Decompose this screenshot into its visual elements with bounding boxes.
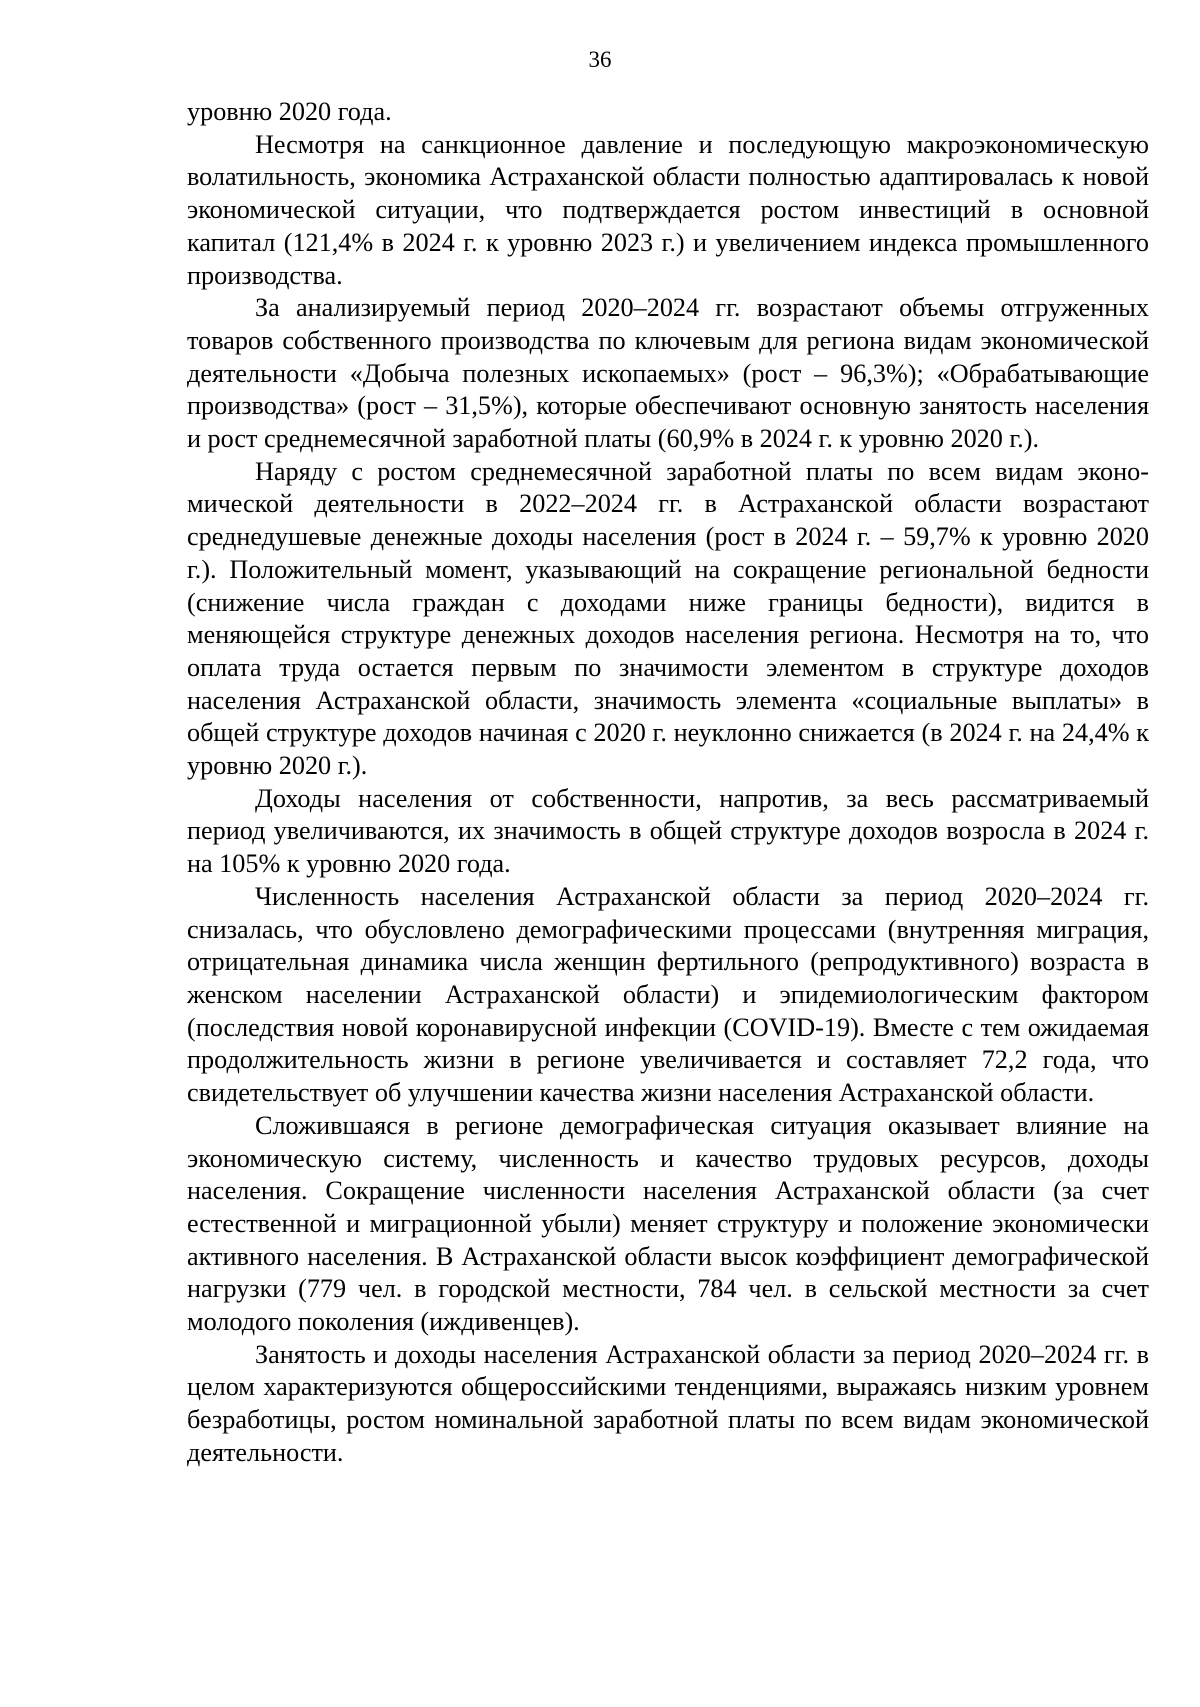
paragraph-population: Численность населения Астраханской области за период 2020–2024 гг. снизалась, что обусловлено демографическими процессами (внутренняя миграция, отрицательная динамика числа женщин фертильного (репродуктивного) возраста в женском населении Астраханской области) и эпидемиологическим фактором (последствия новой коронавирусной инфекции (COVID-19). Вместе с тем ожидаемая продолжительность жизни в регионе увеличивается и составляет 72,2 года, что свидетельствует об улучшении качества жизни населения Астраханской области.: [187, 881, 1149, 1108]
paragraph-income-growth: Наряду с ростом среднемесячной заработной платы по всем видам экономической деятельности в 2022–2024 гг. в Астраханской области возрастают среднедушевые денежные доходы населения (рост в 2024 г. – 59,7% к уровню 2020 г.). Положительный момент, указывающий на сокращение региональной бедности (снижение числа граждан с доходами ниже границы бедности), видится в меняющейся структуре денежных доходов населения региона. Несмотря на то, что оплата труда остается первым по значимости элементом в структуре доходов населения Астраханской области, значимость элемента «социальные выплаты» в общей структуре доходов начиная с 2020 г. неуклонно снижается (в 2024 г. на 24,4% к уровню 2020 г.).: [187, 456, 1149, 781]
paragraph-property-income: Доходы населения от собственности, напротив, за весь рассматриваемый период увеличиваются, их значимость в общей структуре доходов возросла в 2024 г. на 105% к уровню 2020 года.: [187, 783, 1149, 879]
paragraph-shipped-goods: За анализируемый период 2020–2024 гг. возрастают объемы отгруженных товаров собственного производства по ключевым для региона видам экономической деятельности «Добыча полезных ископаемых» (рост – 96,3%); «Обрабатывающие производства» (рост – 31,5%), которые обеспечивают основную занятость населения и рост среднемесячной заработной платы (60,9% в 2024 г. к уровню 2020 г.).: [187, 293, 1149, 454]
paragraph-demographic-situation: Сложившаяся в регионе демографическая ситуация оказывает влияние на экономическую систему, численность и качество трудовых ресурсов, доходы населения. Сокращение численности населения Астраханской области (за счет естественной и миграционной убыли) меняет структуру и положение экономически активного населения. В Астраханской области высок коэффициент демографической нагрузки (779 чел. в городской местности, 784 чел. в сельской местности за счет молодого поколения (иждивенцев).: [187, 1110, 1149, 1337]
document-body: [187, 96, 1149, 1470]
paragraph-sanctions-adaptation: Несмотря на санкционное давление и последующую макроэкономическую волатильность, экономика Астраханской области полностью адаптировалась к новой экономической ситуации, что подтверждается ростом инвестиций в основной капитал (121,4% в 2024 г. к уровню 2023 г.) и увеличением индекса промышленного производства.: [187, 129, 1149, 290]
paragraph-employment: Занятость и доходы населения Астраханской области за период 2020–2024 гг. в целом характеризуются общероссийскими тенденциями, выражаясь низким уровнем безработицы, ростом номинальной заработной платы по всем видам экономической деятельности.: [187, 1339, 1149, 1467]
paragraph-continuation: уровню 2020 года.: [187, 97, 392, 126]
page-number: 36: [588, 47, 612, 72]
